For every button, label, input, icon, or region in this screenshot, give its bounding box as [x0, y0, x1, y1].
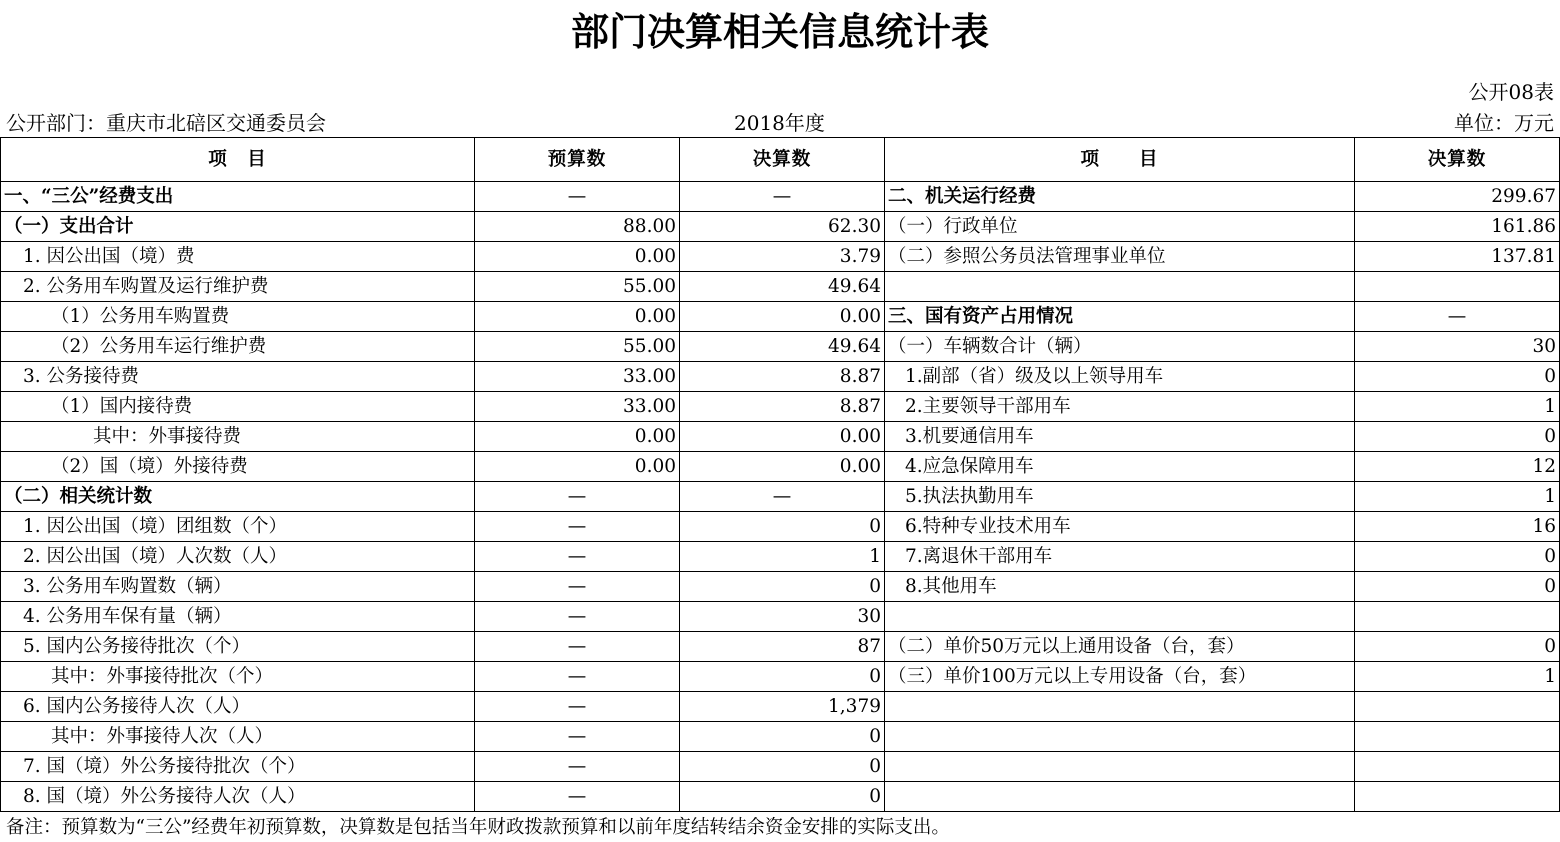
row-item-left: 4. 公务用车保有量（辆） — [1, 602, 475, 632]
row-item-left: （1）国内接待费 — [1, 392, 475, 422]
row-final-right — [1355, 272, 1560, 302]
table-row — [1, 722, 1560, 752]
row-final-right — [1355, 752, 1560, 782]
row-item-left: 其中：外事接待人次（人） — [1, 722, 475, 752]
header-item-left: 项 目 — [1, 138, 475, 182]
table-row — [1, 242, 1560, 272]
row-item-right: 二、机关运行经费 — [885, 182, 1355, 212]
row-budget: — — [475, 722, 680, 752]
row-final-left: 0.00 — [680, 302, 885, 332]
row-final-right: 0 — [1355, 632, 1560, 662]
row-budget: — — [475, 482, 680, 512]
row-final-right: 137.81 — [1355, 242, 1560, 272]
row-final-right: 299.67 — [1355, 182, 1560, 212]
row-item-right: 5.执法执勤用车 — [885, 482, 1355, 512]
row-item-right — [885, 692, 1355, 722]
row-final-left: 0 — [680, 572, 885, 602]
table-row — [1, 482, 1560, 512]
row-final-left: 1 — [680, 542, 885, 572]
fiscal-year: 2018年度 — [734, 111, 825, 135]
row-item-right — [885, 272, 1355, 302]
table-row — [1, 212, 1560, 242]
row-item-right: （二）参照公务员法管理事业单位 — [885, 242, 1355, 272]
row-final-left: 0 — [680, 662, 885, 692]
row-item-right: 3.机要通信用车 — [885, 422, 1355, 452]
row-final-right: 1 — [1355, 392, 1560, 422]
row-final-left: 0 — [680, 722, 885, 752]
row-final-right: 0 — [1355, 572, 1560, 602]
row-budget: 33.00 — [475, 362, 680, 392]
table-row — [1, 362, 1560, 392]
row-final-left: 0 — [680, 752, 885, 782]
table-row — [1, 602, 1560, 632]
row-final-right: 0 — [1355, 542, 1560, 572]
row-item-left: （2）公务用车运行维护费 — [1, 332, 475, 362]
row-item-right: （一）车辆数合计（辆） — [885, 332, 1355, 362]
row-item-left: （一）支出合计 — [1, 212, 475, 242]
row-item-right: 8.其他用车 — [885, 572, 1355, 602]
row-item-left: 7. 国（境）外公务接待批次（个） — [1, 752, 475, 782]
row-final-right: 30 — [1355, 332, 1560, 362]
row-item-left: 8. 国（境）外公务接待人次（人） — [1, 782, 475, 812]
table-row — [1, 782, 1560, 812]
row-final-left: 49.64 — [680, 272, 885, 302]
row-item-right — [885, 782, 1355, 812]
row-budget: — — [475, 182, 680, 212]
row-budget: 0.00 — [475, 422, 680, 452]
table-row — [1, 512, 1560, 542]
row-final-left: 0 — [680, 782, 885, 812]
row-item-right — [885, 752, 1355, 782]
table-row — [1, 182, 1560, 212]
row-item-right: （三）单价100万元以上专用设备（台，套） — [885, 662, 1355, 692]
table-row — [1, 272, 1560, 302]
row-item-left: 6. 国内公务接待人次（人） — [1, 692, 475, 722]
table-row — [1, 662, 1560, 692]
row-item-right: （一）行政单位 — [885, 212, 1355, 242]
row-final-left: 30 — [680, 602, 885, 632]
row-final-left: 87 — [680, 632, 885, 662]
row-item-left: 其中：外事接待费 — [1, 422, 475, 452]
row-budget: 0.00 — [475, 452, 680, 482]
row-final-left: 8.87 — [680, 362, 885, 392]
currency-unit: 单位：万元 — [1454, 111, 1554, 135]
header-budget: 预算数 — [475, 138, 680, 182]
row-item-left: 1. 因公出国（境）费 — [1, 242, 475, 272]
table-row — [1, 632, 1560, 662]
header-final-right: 决算数 — [1355, 138, 1560, 182]
row-budget: — — [475, 602, 680, 632]
row-budget: — — [475, 662, 680, 692]
table-row — [1, 452, 1560, 482]
row-budget: 33.00 — [475, 392, 680, 422]
row-item-left: 其中：外事接待批次（个） — [1, 662, 475, 692]
footnote: 备注：预算数为“三公”经费年初预算数，决算数是包括当年财政拨款预算和以前年度结转结余资金安排的实际支出。 — [6, 817, 950, 838]
row-final-left: 62.30 — [680, 212, 885, 242]
table-row — [1, 572, 1560, 602]
row-final-right — [1355, 722, 1560, 752]
row-item-right: 7.离退休干部用车 — [885, 542, 1355, 572]
row-item-right: 4.应急保障用车 — [885, 452, 1355, 482]
row-item-right: （二）单价50万元以上通用设备（台，套） — [885, 632, 1355, 662]
header-final-left: 决算数 — [680, 138, 885, 182]
row-item-left: （1）公务用车购置费 — [1, 302, 475, 332]
row-item-right: 1.副部（省）级及以上领导用车 — [885, 362, 1355, 392]
row-final-left: 0.00 — [680, 422, 885, 452]
row-final-left: — — [680, 482, 885, 512]
header-item-right: 项 目 — [885, 138, 1355, 182]
row-final-left: 0.00 — [680, 452, 885, 482]
row-item-left: （2）国（境）外接待费 — [1, 452, 475, 482]
row-final-right: 0 — [1355, 362, 1560, 392]
row-budget: 55.00 — [475, 332, 680, 362]
row-final-right — [1355, 782, 1560, 812]
page-title: 部门决算相关信息统计表 — [570, 10, 989, 54]
row-item-right — [885, 602, 1355, 632]
row-item-left: 3. 公务用车购置数（辆） — [1, 572, 475, 602]
row-final-left: 0 — [680, 512, 885, 542]
row-budget: — — [475, 782, 680, 812]
row-item-right: 2.主要领导干部用车 — [885, 392, 1355, 422]
row-budget: 0.00 — [475, 242, 680, 272]
row-final-right — [1355, 692, 1560, 722]
row-budget: — — [475, 512, 680, 542]
table-row — [1, 752, 1560, 782]
row-item-right — [885, 722, 1355, 752]
table-row — [1, 422, 1560, 452]
row-item-left: 1. 因公出国（境）团组数（个） — [1, 512, 475, 542]
row-final-right: 16 — [1355, 512, 1560, 542]
row-final-left: 8.87 — [680, 392, 885, 422]
row-final-right — [1355, 602, 1560, 632]
table-row — [1, 692, 1560, 722]
row-final-left: 49.64 — [680, 332, 885, 362]
row-final-right: 12 — [1355, 452, 1560, 482]
department-name: 公开部门：重庆市北碚区交通委员会 — [6, 111, 326, 135]
row-item-left: 3. 公务接待费 — [1, 362, 475, 392]
table-header-row — [1, 138, 1560, 182]
row-item-left: 5. 国内公务接待批次（个） — [1, 632, 475, 662]
row-final-right: 1 — [1355, 662, 1560, 692]
row-budget: 0.00 — [475, 302, 680, 332]
row-final-left: — — [680, 182, 885, 212]
row-final-right: 1 — [1355, 482, 1560, 512]
table-row — [1, 392, 1560, 422]
row-item-left: 2. 因公出国（境）人次数（人） — [1, 542, 475, 572]
row-budget: 55.00 — [475, 272, 680, 302]
row-final-right: — — [1355, 302, 1560, 332]
row-item-right: 三、国有资产占用情况 — [885, 302, 1355, 332]
table-row — [1, 302, 1560, 332]
row-item-left: 一、“三公”经费支出 — [1, 182, 475, 212]
row-budget: — — [475, 692, 680, 722]
row-final-left: 1,379 — [680, 692, 885, 722]
statistics-table — [0, 137, 1560, 812]
row-budget: — — [475, 752, 680, 782]
row-budget: — — [475, 572, 680, 602]
row-final-right: 161.86 — [1355, 212, 1560, 242]
row-budget: — — [475, 632, 680, 662]
row-final-left: 3.79 — [680, 242, 885, 272]
table-row — [1, 332, 1560, 362]
table-row — [1, 542, 1560, 572]
row-item-left: 2. 公务用车购置及运行维护费 — [1, 272, 475, 302]
table-number: 公开08表 — [1468, 80, 1554, 104]
row-final-right: 0 — [1355, 422, 1560, 452]
row-budget: — — [475, 542, 680, 572]
row-item-right: 6.特种专业技术用车 — [885, 512, 1355, 542]
row-item-left: （二）相关统计数 — [1, 482, 475, 512]
row-budget: 88.00 — [475, 212, 680, 242]
